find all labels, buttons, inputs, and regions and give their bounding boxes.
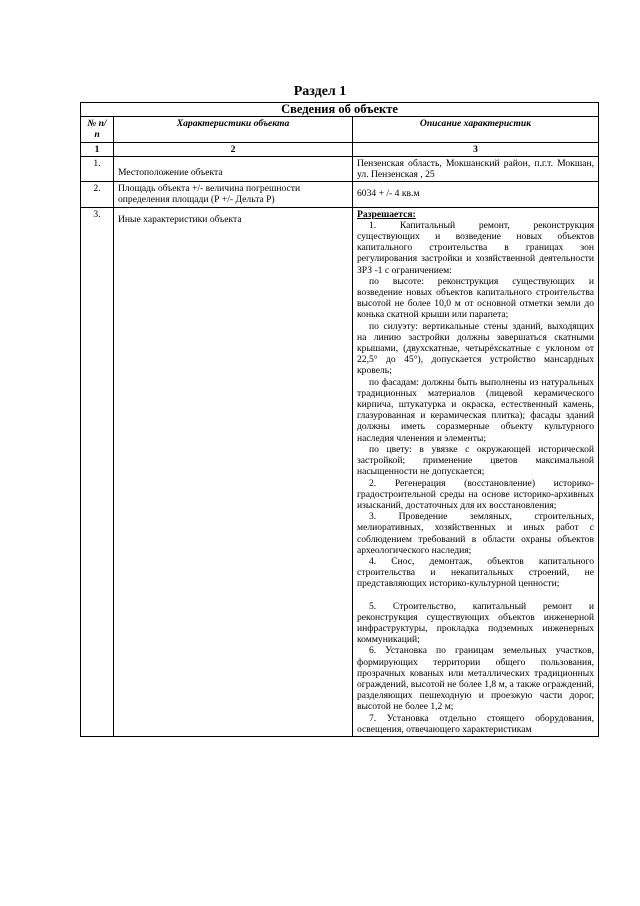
permitted-heading: Разрешается: [357,208,416,220]
column-header-description: Описание характеристик [353,117,599,142]
section-title: Раздел 1 [293,84,347,99]
column-header-row [81,117,599,142]
column-number-row [81,142,599,156]
permitted-item: по высоте: реконструкция существующих и возведение новых объектов капитального строительства высотой не более 10,0 м от основной отметки земли до конька скатной крыши или парапета; [357,275,595,321]
permitted-item: по силуэту: вертикальные стены зданий, выходящих на линию застройки должны завершаться скатными крышами, (двухскатные, четырёхскатные с уклоном от 22,5° до 45°), допускается устройство мансардных кровель; [357,320,595,377]
row-characteristic: Местоположение объекта [114,156,353,181]
column-number-1: 1 [81,142,114,156]
row-number: 3. [81,207,114,736]
row-description: Пензенская область, Мокшанский район, п.г.т. Мокшан, ул. Пензенская , 25 [353,156,599,181]
table-row [81,207,599,736]
permitted-item: 5. Строительство, капитальный ремонт и реконструкция существующих объектов инженерной инфраструктуры, прокладка подземных инженерных коммуникаций; [357,600,595,646]
permitted-item: 1. Капитальный ремонт, реконструкция существующих и возведение новых объектов капитального строительства в границах зон регулирования застройки и хозяйственной деятельности ЗРЗ -1 с ограничением: [357,219,595,276]
permitted-item: 2. Регенерация (восстановление) историко-градостроительной среды на основе историко-архивных изысканий, достаточных для их восстановления; [357,477,595,511]
column-header-number: № п/п [81,117,114,142]
permitted-item: 7. Установка отдельно стоящего оборудования, освещения, отвечающего характеристикам [357,712,595,735]
row-characteristic: Площадь объекта +/- величина погрешности определения площади (Р +/- Дельта Р) [114,182,353,207]
table-row [81,156,599,181]
permitted-item: 3. Проведение земляных, строительных, мелиоративных, хозяйственных и иных работ с соблюдением требований в области охраны объектов археологического наследия; [357,511,595,556]
row-characteristic: Иные характеристики объекта [114,207,353,736]
table-title-row [81,103,599,117]
permitted-item: 6. Установка по границам земельных участков, формирующих территории общего пользования, прозрачных кованых или металлических традиционных ограждений, высотой не более 1,8 м, а также ограждений, разделяющих пешеходную и проезжую части дорог, высотой не более 1,2 м; [357,645,595,713]
table-row [81,182,599,207]
column-number-3: 3 [353,142,599,156]
row-description: 6034 + /- 4 кв.м [353,182,599,207]
column-number-2: 2 [114,142,353,156]
object-info-table [80,102,599,737]
row-number: 2. [81,182,114,207]
row-description [353,207,599,736]
permitted-item: по фасадам: должны быть выполнены из натуральных традиционных материалов (лицевой керамического кирпича, штукатурка и окраска, естественный камень, глазурованная и керамическая плитка); фасады зданий должны иметь соразмерные объекту культурного наследия членения и элементы; [357,376,595,444]
row-number: 1. [81,156,114,181]
permitted-item: 4. Снос, демонтаж, объектов капитального строительства и некапитальных строений, не представляющих историко-культурной ценности; [357,555,595,590]
table-title: Сведения об объекте [81,103,599,117]
permitted-item: по цвету: в увязке с окружающей исторической застройкой; применение цветов максимальной насыщенности не допускается; [357,443,595,478]
column-header-characteristic: Характеристики объекта [114,117,353,142]
